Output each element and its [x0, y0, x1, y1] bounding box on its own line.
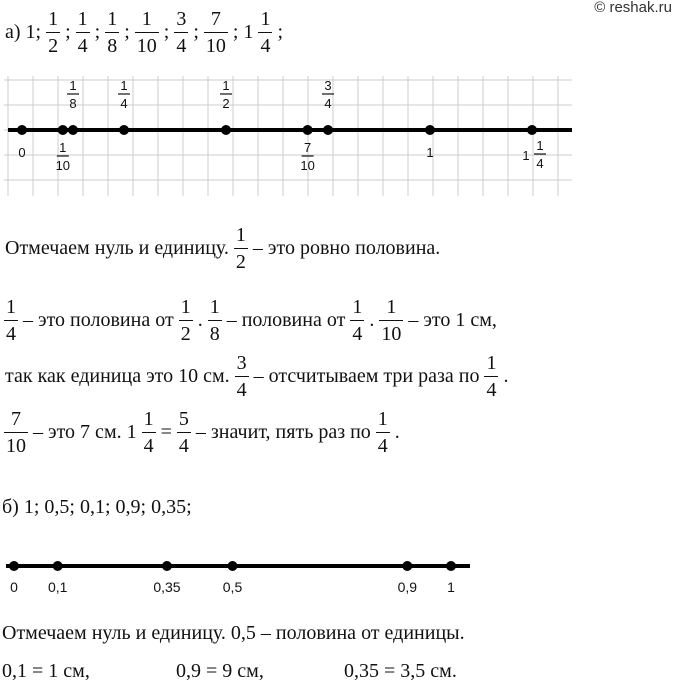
denominator: 4	[142, 432, 156, 456]
point	[303, 125, 313, 135]
number-line-a	[0, 72, 580, 202]
tick-label: 0,5	[222, 579, 243, 595]
fraction	[350, 297, 364, 344]
point	[446, 561, 456, 571]
numerator: 1	[48, 7, 59, 30]
fraction	[379, 297, 403, 344]
numerator: 1	[235, 223, 246, 246]
number-line-b	[0, 540, 480, 602]
part-b-line-2a: 0,1 = 1 см,	[2, 660, 90, 682]
point	[119, 125, 129, 135]
denominator: 10	[135, 32, 159, 56]
fraction	[142, 409, 156, 456]
numerator: 5	[178, 407, 189, 430]
text-segment: .	[369, 308, 375, 331]
fraction	[484, 353, 498, 400]
point	[527, 125, 537, 135]
denominator: 10	[4, 432, 28, 456]
tick-label-numerator: 1	[222, 78, 230, 93]
text-segment: так как единица это 10 см.	[5, 364, 230, 387]
watermark: © reshak.ru	[594, 0, 672, 16]
tick-label-denominator: 4	[324, 96, 332, 111]
fraction	[174, 9, 188, 56]
point	[425, 125, 435, 135]
denominator: 10	[204, 32, 228, 56]
numerator: 1	[180, 295, 191, 318]
numerator: 1	[386, 295, 397, 318]
tick-label: 1	[447, 579, 455, 595]
numerator: 1	[377, 407, 388, 430]
text-segment: Отмечаем нуль и единицу.	[5, 236, 229, 259]
denominator: 4	[76, 32, 90, 56]
tick-label: 0,1	[47, 579, 68, 595]
numerator: 3	[236, 351, 247, 374]
tick-label-denominator: 10	[55, 158, 71, 173]
text-segment: =	[160, 420, 172, 443]
tick-label-denominator: 2	[222, 96, 230, 111]
fraction	[179, 297, 193, 344]
tick-label-denominator: 8	[69, 96, 77, 111]
text-segment: – это ровно половина.	[252, 236, 441, 259]
fraction	[177, 409, 191, 456]
text-segment: ;	[65, 20, 71, 43]
numerator: 7	[11, 407, 21, 430]
fraction	[258, 9, 272, 56]
fraction	[4, 297, 18, 344]
point	[228, 561, 238, 571]
numerator: 1	[260, 7, 271, 30]
text-segment: – значит, пять раз по	[195, 420, 371, 443]
text-segment: ;	[163, 20, 170, 43]
numerator: 3	[176, 7, 187, 30]
fraction	[234, 225, 248, 272]
denominator: 2	[179, 320, 193, 344]
denominator: 4	[258, 32, 272, 56]
tick-label: 0,9	[397, 579, 418, 595]
tick-label-denominator: 4	[536, 156, 544, 171]
fraction	[46, 9, 60, 56]
point	[17, 125, 27, 135]
point	[58, 125, 68, 135]
tick-label: 0	[18, 145, 26, 160]
numerator: 1	[143, 407, 154, 430]
text-segment: ;	[124, 20, 130, 43]
numerator: 1	[352, 295, 363, 318]
text-segment: а) 1;	[5, 20, 42, 43]
fraction	[208, 297, 222, 344]
tick-label-numerator: 3	[324, 78, 332, 93]
denominator: 2	[234, 248, 248, 272]
fraction	[76, 9, 90, 56]
fraction	[376, 409, 390, 456]
tick-label: 0	[10, 579, 18, 595]
fraction	[135, 9, 159, 56]
denominator: 4	[4, 320, 18, 344]
point	[162, 561, 172, 571]
denominator: 8	[208, 320, 222, 344]
point	[9, 561, 19, 571]
tick-label-numerator: 1	[69, 78, 77, 93]
fraction	[235, 353, 249, 400]
text-segment: – это 1 см,	[408, 308, 497, 331]
point	[68, 125, 78, 135]
text-segment: ;	[193, 20, 199, 43]
tick-label-numerator: 1	[59, 140, 67, 155]
fraction	[4, 409, 28, 456]
tick-label: 1	[426, 145, 434, 160]
denominator: 4	[177, 432, 191, 456]
text-segment: ; 1	[232, 20, 254, 43]
text-line-2	[2, 292, 500, 348]
tick-label-denominator: 10	[300, 158, 315, 173]
point	[402, 561, 412, 571]
denominator: 4	[376, 432, 390, 456]
tick-label-denominator: 4	[120, 96, 128, 111]
part-b-line-2c: 0,35 = 3,5 см.	[344, 660, 457, 682]
tick-label-numerator: 1	[120, 78, 128, 93]
text-segment: ;	[277, 20, 284, 43]
text-line-1	[2, 220, 443, 276]
denominator: 4	[235, 376, 249, 400]
text-segment: – отсчитываем три раза по	[253, 364, 480, 387]
denominator: 4	[174, 32, 188, 56]
part-b-header: б) 1; 0,5; 0,1; 0,9; 0,35;	[2, 496, 192, 518]
part-b-line-1: Отмечаем нуль и единицу. 0,5 – половина от единицы.	[2, 622, 465, 644]
numerator: 1	[209, 295, 220, 318]
tick-label: 0,35	[153, 579, 181, 595]
fraction	[105, 9, 119, 56]
part-b-line-2b: 0,9 = 9 см,	[176, 660, 264, 682]
text-segment: .	[503, 364, 509, 387]
denominator: 4	[350, 320, 364, 344]
tick-label-numerator: 1	[536, 138, 544, 153]
denominator: 10	[379, 320, 403, 344]
fraction	[204, 9, 228, 56]
tick-label-numerator: 7	[303, 140, 312, 155]
text-segment: – половина от	[226, 308, 346, 331]
point	[53, 561, 63, 571]
grid	[4, 76, 572, 196]
text-line-3	[2, 348, 511, 404]
denominator: 2	[46, 32, 60, 56]
point	[323, 125, 333, 135]
numerator: 7	[210, 7, 221, 30]
tick-label-whole: 1	[522, 148, 530, 163]
numerator: 1	[486, 351, 497, 374]
point	[221, 125, 231, 135]
part-a-header	[2, 4, 286, 60]
numerator: 1	[6, 295, 16, 318]
numerator: 1	[141, 7, 152, 30]
numerator: 1	[107, 7, 118, 30]
text-segment: .	[394, 420, 400, 443]
denominator: 4	[484, 376, 498, 400]
text-segment: – это 7 см. 1	[33, 420, 137, 443]
text-segment: – это половина от	[23, 308, 174, 331]
text-segment: ;	[94, 20, 101, 43]
text-segment: .	[197, 308, 203, 331]
denominator: 8	[105, 32, 119, 56]
text-line-4	[2, 404, 403, 460]
numerator: 1	[77, 7, 88, 30]
